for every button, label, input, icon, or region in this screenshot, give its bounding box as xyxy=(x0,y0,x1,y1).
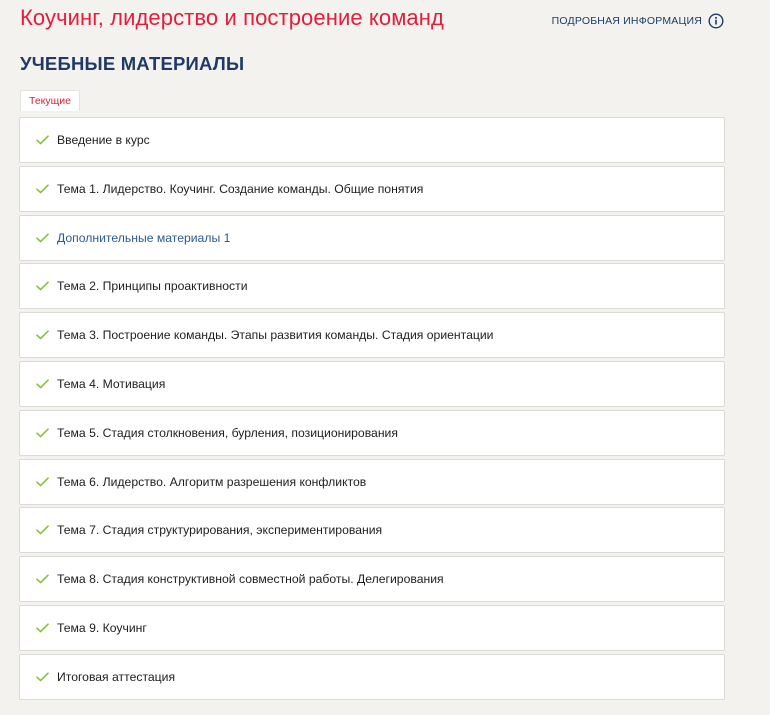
checkmark-icon xyxy=(36,330,49,340)
details-label: ПОДРОБНАЯ ИНФОРМАЦИЯ xyxy=(551,15,702,27)
material-item[interactable] xyxy=(19,507,725,553)
checkmark-icon xyxy=(36,525,49,535)
material-item-label: Тема 6. Лидерство. Алгоритм разрешения конфликтов xyxy=(57,474,367,489)
checkmark-icon xyxy=(36,477,49,487)
material-item-label: Дополнительные материалы 1 xyxy=(57,230,231,245)
material-item[interactable] xyxy=(19,312,725,358)
checkmark-icon xyxy=(36,135,49,145)
material-item-label: Тема 9. Коучинг xyxy=(57,620,147,635)
material-item-label: Тема 7. Стадия структурирования, экспериментирования xyxy=(57,523,383,538)
checkmark-icon xyxy=(36,184,49,194)
material-item-label: Тема 4. Мотивация xyxy=(57,376,166,391)
material-item[interactable] xyxy=(19,166,725,212)
checkmark-icon xyxy=(36,281,49,291)
material-item[interactable] xyxy=(19,654,725,700)
material-item-label: Введение в курс xyxy=(57,133,150,147)
material-item-label: Тема 8. Стадия конструктивной совместной работы. Делегирования xyxy=(57,572,444,587)
tab-current[interactable]: Текущие xyxy=(20,90,80,111)
material-item[interactable] xyxy=(19,117,725,163)
material-item[interactable] xyxy=(19,361,725,407)
material-item-label: Тема 1. Лидерство. Коучинг. Создание команды. Общие понятия xyxy=(57,181,424,196)
details-link[interactable] xyxy=(552,13,724,29)
material-item[interactable] xyxy=(19,556,725,602)
material-item-label: Тема 3. Построение команды. Этапы развития команды. Стадия ориентации xyxy=(57,328,494,343)
material-item[interactable] xyxy=(19,459,725,505)
material-item[interactable] xyxy=(19,215,725,261)
material-item[interactable] xyxy=(19,605,725,651)
checkmark-icon xyxy=(36,379,49,389)
material-item-label: Тема 2. Принципы проактивности xyxy=(57,279,248,294)
materials-list xyxy=(19,117,725,703)
material-item[interactable] xyxy=(19,410,725,456)
course-title: Коучинг, лидерство и построение команд xyxy=(20,5,444,30)
checkmark-icon xyxy=(36,623,49,633)
checkmark-icon xyxy=(36,428,49,438)
checkmark-icon xyxy=(36,233,49,243)
material-item-label: Итоговая аттестация xyxy=(57,669,176,684)
checkmark-icon xyxy=(36,574,49,584)
material-item[interactable] xyxy=(19,263,725,309)
info-circle-icon xyxy=(708,13,724,29)
checkmark-icon xyxy=(36,672,49,682)
material-item-label: Тема 5. Стадия столкновения, бурления, позиционирования xyxy=(57,425,398,440)
section-title: УЧЕБНЫЕ МАТЕРИАЛЫ xyxy=(20,53,245,74)
page-header xyxy=(20,0,730,44)
